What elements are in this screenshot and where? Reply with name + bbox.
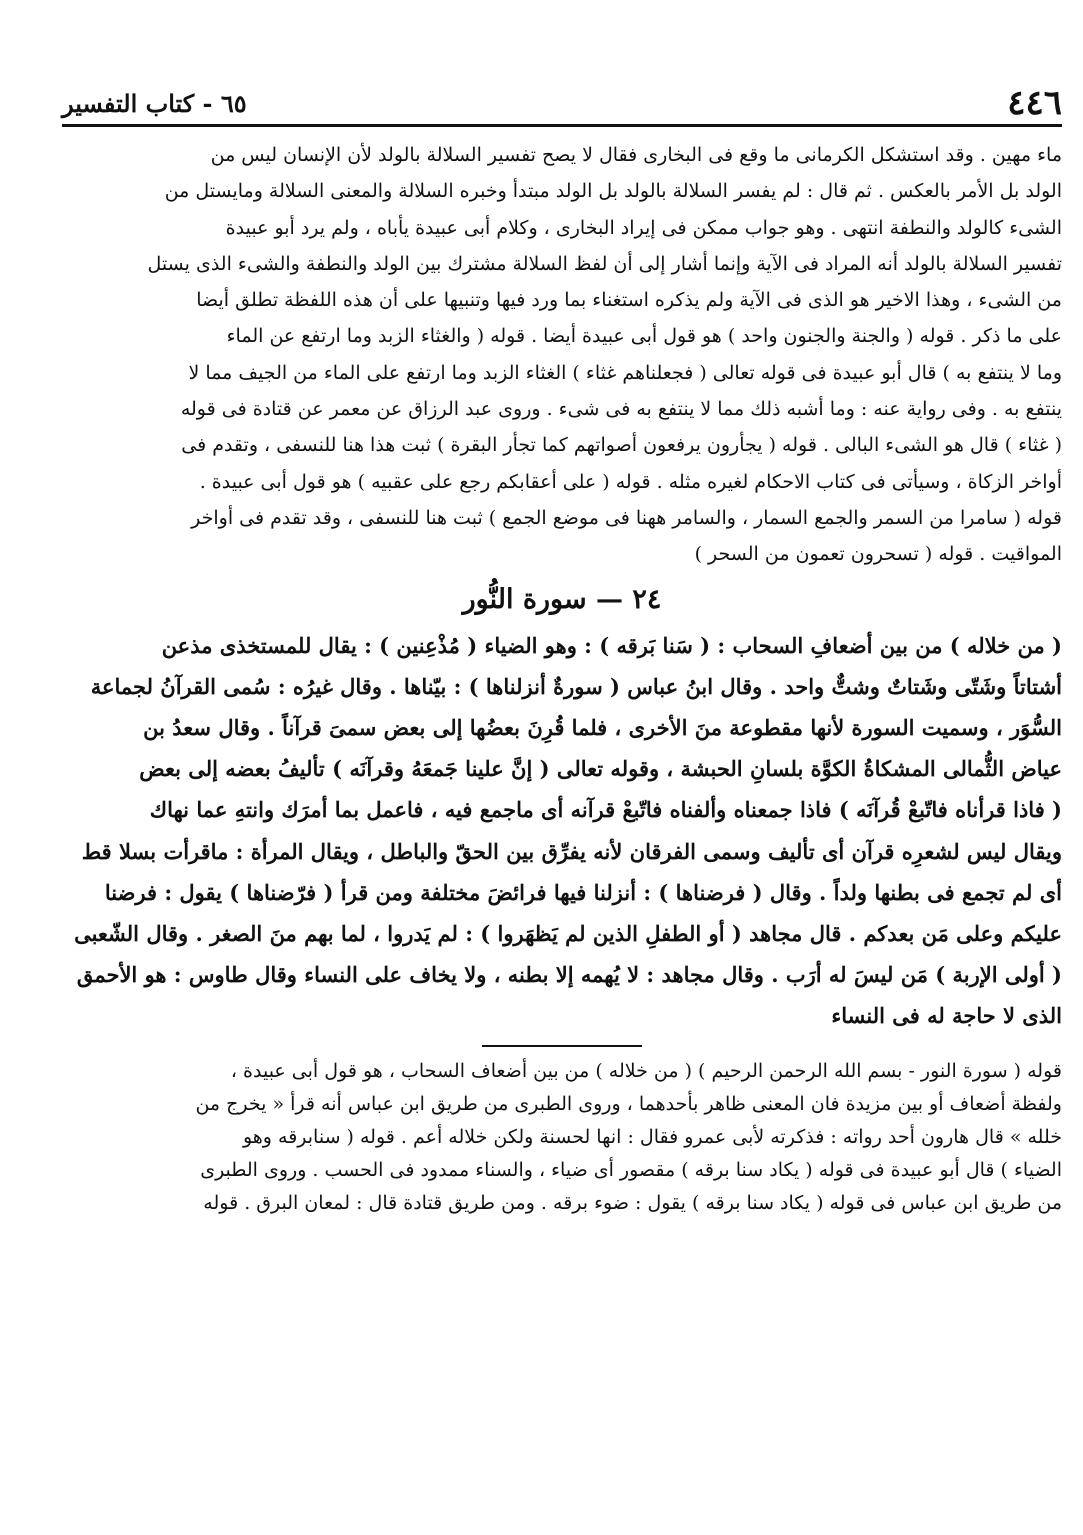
commentary-line: ينتفع به . وفى رواية عنه : وما أشبه ذلك مما لا ينتفع به فى شىء . وروى عبد الرزاق عن معمر عن قتادة فى قوله [180,398,1062,421]
matn-line: أشتاتاً وشَتّى وشَتاتٌ وشتٌّ واحد . وقال ابنُ عباس ( سورةٌ أنزلناها ) : بيّناها . وقال غيرُه : سُمى القرآنُ لجماعة [90,673,1062,699]
commentary-top [62,137,1062,573]
commentary-line: تفسير السلالة بالولد أنه المراد فى الآية وإنما أشار إلى أن لفظ السلالة مشترك بين الولد والنطفة والشىء الذى يستل [147,252,1062,275]
commentary-line: ماء مهين . وقد استشكل الكرمانى ما وقع فى البخارى فقال لا يصح تفسير السلالة بالولد لأن الإنسان ليس من [210,144,1062,166]
matn-line: ( أولى الإربة ) مَن ليسَ له أرَب . وقال مجاهد : لا يُهمه إلا بطنه ، ولا يخاف على النساء وقال طاوس : هو الأحمق [76,962,1062,988]
matn-line: ويقال ليس لشعرِه قرآن أى تأليف وسمى الفرقان لأنه يفرِّق بين الحقّ والباطل ، ويقال المرأة : ماقرأت بسلا قط [81,838,1062,864]
commentary-line: على ما ذكر . قوله ( والجنة والجنون واحد ) هو قول أبى عبيدة أيضا . قوله ( والغثاء الزبد وما ارتفع عن الماء [226,325,1062,348]
page-header [62,84,1062,127]
matn-line: عياض الثُّمالى المشكاةُ الكوَّة بلسانِ الحبشة ، وقوله تعالى ( إنَّ علينا جَمعَهُ وقرآنَه ) تأليفُ بعضه إلى بعض [139,756,1062,782]
commentary-line: خلله » قال هارون أحد رواته : فذكرته لأبى عمرو فقال : انها لحسنة ولكن خلاله أعم . قوله ( سنابرقه وهو [242,1125,1062,1148]
book-page [62,84,1062,1504]
commentary-line: ( غثاء ) قال هو الشىء البالى . قوله ( يجأرون يرفعون أصواتهم كما تجأر البقرة ) ثبت هذا هنا للنسفى ، وتقدم فى [181,434,1062,457]
commentary-line: الولد بل الأمر بالعكس . ثم قال : لم يفسر السلالة بالولد بل الولد مبتدأ وخبره السلالة والمعنى السلالة ومايستل من [164,180,1062,203]
matn-line: السُّوَر ، وسميت السورة لأنها مقطوعة منَ الأخرى ، فلما قُرِنَ بعضُها إلى بعض سمىَ قرآناً . وقال سعدُ بن [143,714,1062,740]
commentary-line: من الشىء ، وهذا الاخير هو الذى فى الآية ولم يذكره استغناء بما ورد فيها وتنبيها على أن هذه اللفظة تطلق أيضا [196,289,1062,312]
matn-line: عليكم وعلى مَن بعدكم . قال مجاهد ( أو الطفلِ الذين لم يَظهَروا ) : لم يَدروا ، لما بهم منَ الصغر . وقال الشّعبى [74,920,1062,946]
matn-text [62,625,1062,1037]
commentary-line: وما لا ينتفع به ) قال أبو عبيدة فى قوله تعالى ( فجعلناهم غثاء ) الغثاء الزبد وما ارتفع على الماء من الجيف مما لا [188,361,1062,384]
matn-line: أى لم تجمع فى بطنها ولداً . وقال ( فرضناها ) : أنزلنا فيها فرائضَ مختلفة ومن قرأ ( فرّضناها ) يقول : فرضنا [104,879,1062,905]
commentary-line: أواخر الزكاة ، وسيأتى فى كتاب الاحكام لغيره مثله . قوله ( على أعقابكم رجع على عقبيه ) هو قول أبى عبيدة . [199,470,1062,493]
commentary-line: الشىء كالولد والنطفة انتهى . وهو جواب ممكن فى إيراد البخارى ، وكلام أبى عبيدة يأباه ، ولم يرد أبو عبيدة [225,216,1062,239]
matn-line: الذى لا حاجة له فى النساء [831,1003,1062,1029]
section-divider [482,1045,642,1047]
commentary-line: الضياء ) قال أبو عبيدة فى قوله ( يكاد سنا برقه ) مقصور أى ضياء ، والسناء ممدود فى الحسب . وروى الطبرى [200,1158,1062,1181]
commentary-line: من طريق ابن عباس فى قوله ( يكاد سنا برقه ) يقول : ضوء برقه . ومن طريق قتادة قال : لمعان البرق . قوله [203,1191,1062,1214]
commentary-line: ولفظة أضعاف أو بين مزيدة فان المعنى ظاهر بأحدهما ، وروى الطبرى من طريق ابن عباس أنه قرأ « يخرج من [195,1092,1062,1115]
matn-line: ( من خلاله ) من بين أضعافِ السحاب : ( سَنا بَرقه ) : وهو الضياء ( مُذْعِنين ) : يقال للمستخذى مذعن [161,632,1062,658]
commentary-line: المواقيت . قوله ( تسحرون تعمون من السحر ) [694,543,1062,566]
running-title: ٦٥ - كتاب التفسير [62,89,247,118]
matn-line: ( فاذا قرأناه فاتّبعْ قُرآنَه ) فاذا جمعناه وألفناه فاتّبعْ قرآنه أى ماجمع فيه ، فاعمل بما أمرَك وانتهِ عما نهاك [149,797,1062,823]
commentary-line: قوله ( سورة النور - بسم الله الرحمن الرحيم ) ( من خلاله ) من بين أضعاف السحاب ، هو قول أبى عبيدة ، [230,1059,1062,1082]
commentary-line: قوله ( سامرا من السمر والجمع السمار ، والسامر ههنا فى موضع الجمع ) ثبت هنا للنسفى ، وقد تقدم فى أواخر [191,506,1062,529]
surah-heading: ٢٤ — سورة النُّور [462,583,662,615]
commentary-bottom [62,1055,1062,1220]
page-number: ٤٤٦ [1007,83,1062,123]
